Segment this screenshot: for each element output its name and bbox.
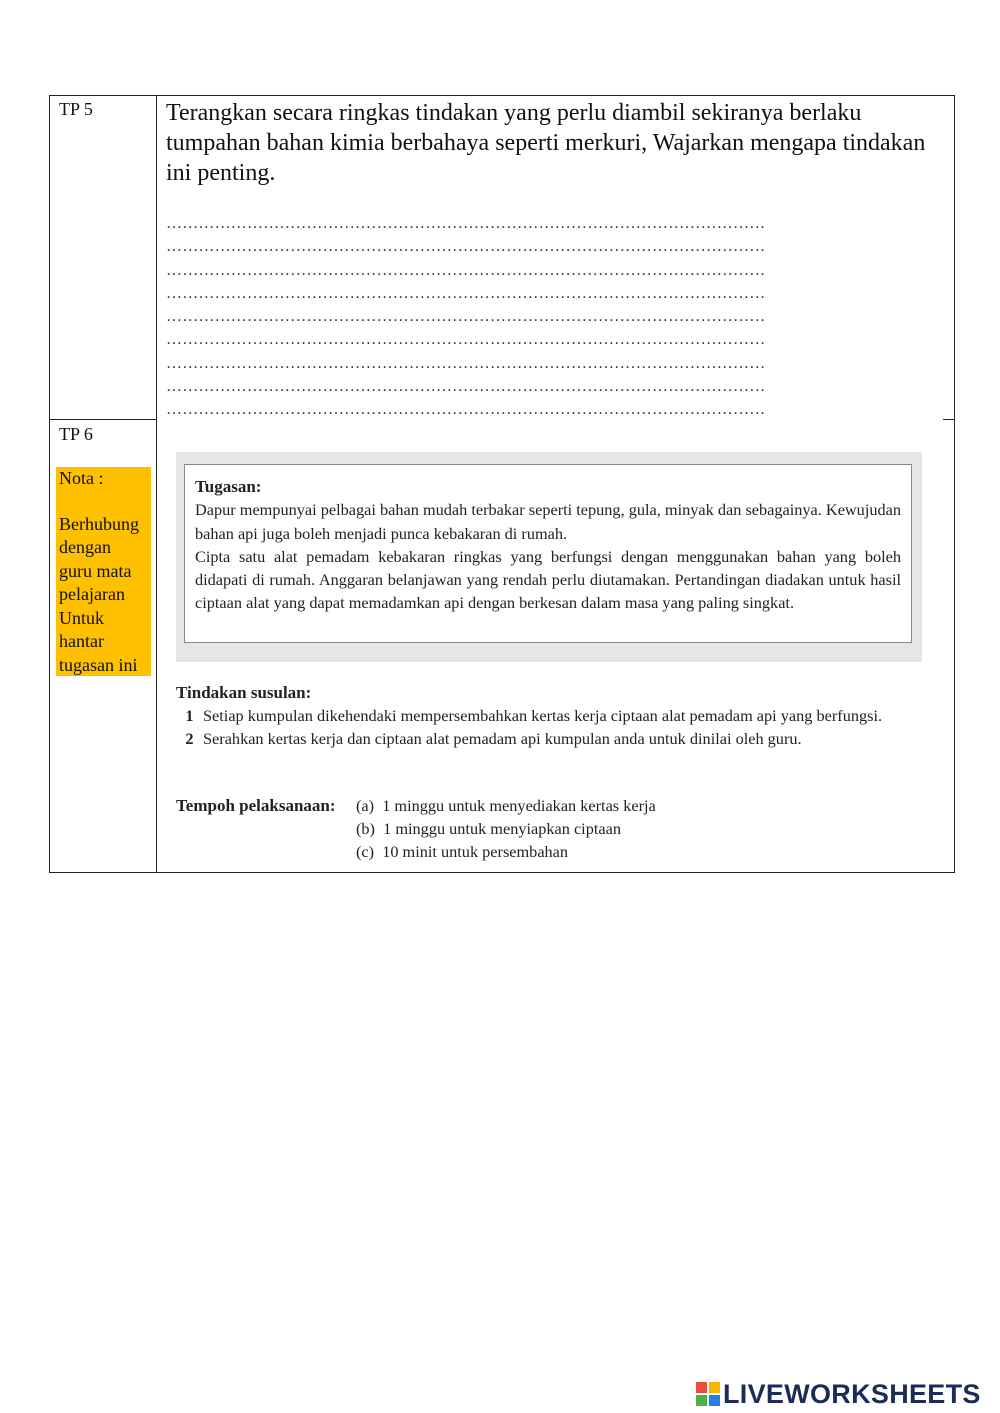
nota-line: Untuk <box>59 607 104 628</box>
nota-box <box>56 467 151 676</box>
answer-line[interactable]: ………………………………………………………………………………………………… <box>166 261 766 279</box>
period-item: (a) 1 minggu untuk menyediakan kertas kerja <box>356 796 656 815</box>
answer-line[interactable]: ………………………………………………………………………………………………… <box>166 284 766 302</box>
nota-title: Nota : <box>59 468 104 488</box>
followup-number: 1 <box>185 706 194 725</box>
nota-line: hantar <box>59 631 104 651</box>
nota-line: guru mata <box>59 560 132 581</box>
task-heading: Tugasan: <box>195 477 262 496</box>
followup-section <box>176 681 922 750</box>
nota-line: Berhubung <box>59 513 139 534</box>
tp6-label: TP 6 <box>59 424 93 444</box>
answer-line[interactable]: ………………………………………………………………………………………………… <box>166 308 766 326</box>
task-box <box>184 464 912 643</box>
nota-line: tugasan ini <box>59 654 138 675</box>
followup-text: Serahkan kertas kerja dan ciptaan alat pemadam api kumpulan anda untuk dinilai oleh guru. <box>203 729 802 748</box>
answer-line[interactable]: ………………………………………………………………………………………………… <box>166 331 766 349</box>
tp5-question: Terangkan secara ringkas tindakan yang perlu diambil sekiranya berlaku tumpahan bahan kimia berbahaya seperti merkuri, Wajarkan mengapa tindakan ini penting. <box>166 100 926 186</box>
followup-text: Setiap kumpulan dikehendaki mempersembahkan kertas kerja ciptaan alat pemadam api yang berfungsi. <box>203 706 883 725</box>
answer-line[interactable]: ………………………………………………………………………………………………… <box>166 378 766 396</box>
task-paragraph-2: Cipta satu alat pemadam kebakaran ringkas yang berfungsi dengan menggunakan bahan yang boleh didapati di rumah. Anggaran belanjawan yang rendah perlu diutamakan. Pertandingan diadakan untuk hasil ciptaan alat yang dapat memadamkan api dengan berkesan dalam masa yang paling singkat. <box>195 546 901 613</box>
logo-text: LIVEWORKSHEETS <box>723 1378 981 1409</box>
tp5-label: TP 5 <box>59 99 93 119</box>
answer-line[interactable]: ………………………………………………………………………………………………… <box>166 238 766 256</box>
task-paragraph-1: Dapur mempunyai pelbagai bahan mudah terbakar seperti tepung, gula, minyak dan sebagainya. Kewujudan bahan api juga boleh menjadi punca kebakaran di rumah. <box>195 500 901 543</box>
followup-number: 2 <box>185 729 194 748</box>
answer-line[interactable]: ………………………………………………………………………………………………… <box>166 215 766 232</box>
period-heading: Tempoh pelaksanaan: <box>176 796 336 815</box>
followup-item <box>176 727 922 750</box>
period-item: (b) 1 minggu untuk menyiapkan ciptaan <box>356 819 621 838</box>
followup-item <box>176 704 922 727</box>
logo-mark-icon <box>696 1382 720 1406</box>
answer-line[interactable]: ………………………………………………………………………………………………… <box>166 354 766 372</box>
answer-line[interactable]: ………………………………………………………………………………………………… <box>166 401 766 419</box>
followup-heading: Tindakan susulan: <box>176 683 312 702</box>
liveworksheets-logo[interactable] <box>696 1377 981 1411</box>
nota-line: pelajaran <box>59 584 125 604</box>
nota-line: dengan <box>59 537 111 557</box>
period-item: (c) 10 minit untuk persembahan <box>356 842 569 861</box>
answer-area[interactable] <box>166 212 896 422</box>
